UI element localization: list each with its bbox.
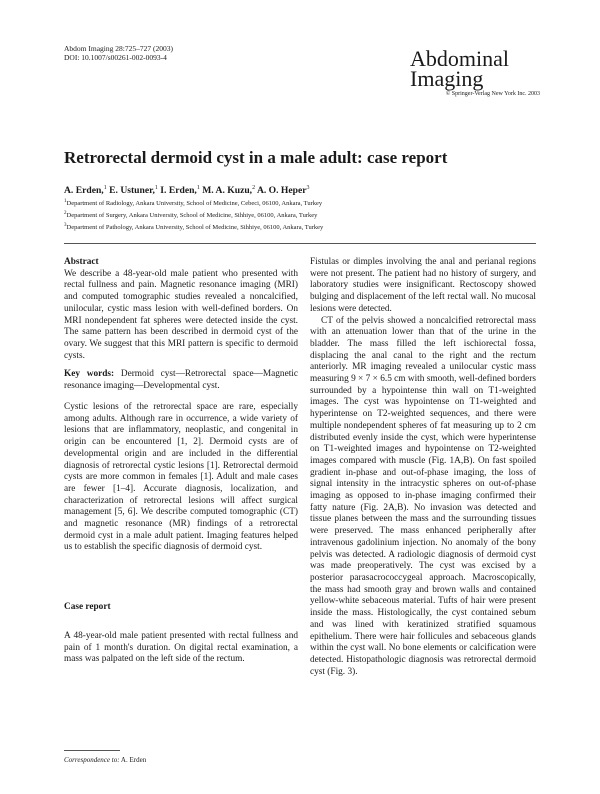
right-paragraph-1: Fistulas or dimples involving the anal and perianal regions were not present. The patient had no history of surgery, and laboratory studies were insignificant. Rectoscopy showed bulging and displacement of the left rectal wall. No mucosal lesions were detected.	[310, 257, 536, 314]
case-text: A 48-year-old male patient presented with rectal fullness and pain of 1 month's duration. On digital rectal examination, a mass was palpated on the left side of the rectum.	[64, 631, 298, 665]
footnote-rule	[64, 750, 120, 751]
keywords	[64, 369, 298, 392]
abstract-heading: Abstract	[64, 257, 99, 267]
divider	[64, 243, 536, 244]
abstract-text: We describe a 48-year-old male patient who presented with rectal fullness and pain. Magnetic resonance imaging (MRI) and computed tomographic studies revealed a noncalcified, unilocular, cystic mass lesion with well-defined borders. On MRI nondependent fat spheres were detected inside the cyst. The same pattern has been described in dermoid cyst of the ovary. We suggest that this MRI pattern is specific to dermoid cysts.	[64, 268, 298, 361]
correspondence	[64, 756, 146, 764]
author: E. Ustuner,	[109, 185, 155, 197]
case-report	[64, 631, 298, 666]
citation: Abdom Imaging 28:725–727 (2003)	[64, 44, 173, 53]
author: A. Erden,	[64, 185, 104, 197]
introduction	[64, 402, 298, 554]
abstract	[64, 257, 298, 393]
case-report-heading: Case report	[64, 602, 111, 612]
affiliations	[64, 197, 323, 233]
author: I. Erden,	[160, 185, 197, 197]
journal-meta	[64, 44, 173, 62]
right-column	[310, 257, 536, 678]
affiliation: $^2$Department of Surgery, Ankara University, School of Medicine, Sihhiye, 06100, Ankara, Turkey	[64, 211, 318, 220]
author: A. O. Heper	[256, 185, 307, 197]
keywords-text: Dermoid cyst—Retrorectal space—Magnetic resonance imaging—Developmental cyst.	[64, 369, 298, 392]
correspondence-label: Correspondence to:	[64, 756, 120, 764]
affiliation: $^3$Department of Pathology, Ankara University, School of Medicine, Sihhiye, 06100, Ankara, Turkey	[64, 223, 324, 232]
author: M. A. Kuzu,	[202, 185, 253, 197]
right-paragraph-2: CT of the pelvis showed a noncalcified retrorectal mass with an attenuation lower than that of the urine in the bladder. The mass filled the left ischiorectal fossa, displacing the anal canal to the right and the rectum anteriorly. MR imaging revealed a unilocular cystic mass measuring 9 × 7 × 6.5 cm with smooth, well-defined borders surrounded by a hypointense thin wall on T1-weighted images. The cyst was hypointense on T1-weighted and hyperintense on T2-weighted sequences, and there were multiple nondependent spheres of fat measuring up to 2 cm distributed evenly inside the cyst, which were hyperintense on T1-weighted images and hypointense on T2-weighted images compared with muscle (Fig. 1A,B). On fast spoiled gradient in-phase and out-of-phase imaging, the loss of signal intensity in the intracystic spheres on out-of-phase imaging as opposed to in-phase imaging confirmed their fatty nature (Fig. 2A,B). No invasion was detected and tissue planes between the mass and the surrounding tissues were preserved. The mass enhanced peripherally after intravenous gadolinium injection. No anomaly of the bony pelvis was detected. A radiologic diagnosis of dermoid cyst was made preoperatively. The cyst was excised by a posterior parasacrococcygeal approach. Macroscopically, the mass had smooth gray and brown walls and contained yellow-white sebaceous material. Tufts of hair were present inside the mass. Histologically, the cyst contained sebum and was lined with keratinized stratified squamous epithelium. There were hair follicules and sebaceous glands within the cyst wall. No bone elements or calcification were detected. Histopathologic diagnosis was retrorectal dermoid cyst (Fig. 3).	[310, 315, 536, 677]
intro-text: Cystic lesions of the retrorectal space are rare, especially among adults. Although rare in occurrence, a wide variety of lesions that are inflammatory, neoplastic, and congenital in origin can be encountered [1, 2]. Dermoid cysts are of developmental origin and are included in the differential diagnosis of retrorectal cystic lesions [1]. Retrorectal dermoid cysts are more common in females [1]. Adult and male cases are fewer [1–4]. Accurate diagnosis, localization, and characterization of retrorectal lesions will affect surgical management [5, 6]. We describe computed tomographic (CT) and magnetic resonance (MR) findings of a retrorectal dermoid cyst in a male adult patient. Imaging features helped us to establish the specific diagnosis of dermoid cyst.	[64, 402, 298, 553]
affiliation: $^1$Department of Radiology, Ankara University, School of Medicine, Cebeci, 06100, Ankara, Turkey	[64, 199, 323, 208]
journal-logo	[410, 46, 540, 91]
brand-line1: Abdominal	[410, 46, 509, 71]
author-list: A. Erden,$^1$ E. Ustuner,$^1$ I. Erden,$^1$ M. A. Kuzu,$^2$ A. O. Heper$^3$	[64, 185, 310, 197]
article-title: Retrorectal dermoid cyst in a male adult: case report	[64, 148, 448, 167]
doi: DOI: 10.1007/s00261-002-0093-4	[64, 53, 167, 62]
copyright: © Springer-Verlag New York Inc. 2003	[445, 91, 540, 97]
keywords-label: Key words:	[64, 369, 115, 380]
correspondence-name: A. Erden	[120, 756, 147, 764]
brand-line2: Imaging	[410, 66, 484, 91]
